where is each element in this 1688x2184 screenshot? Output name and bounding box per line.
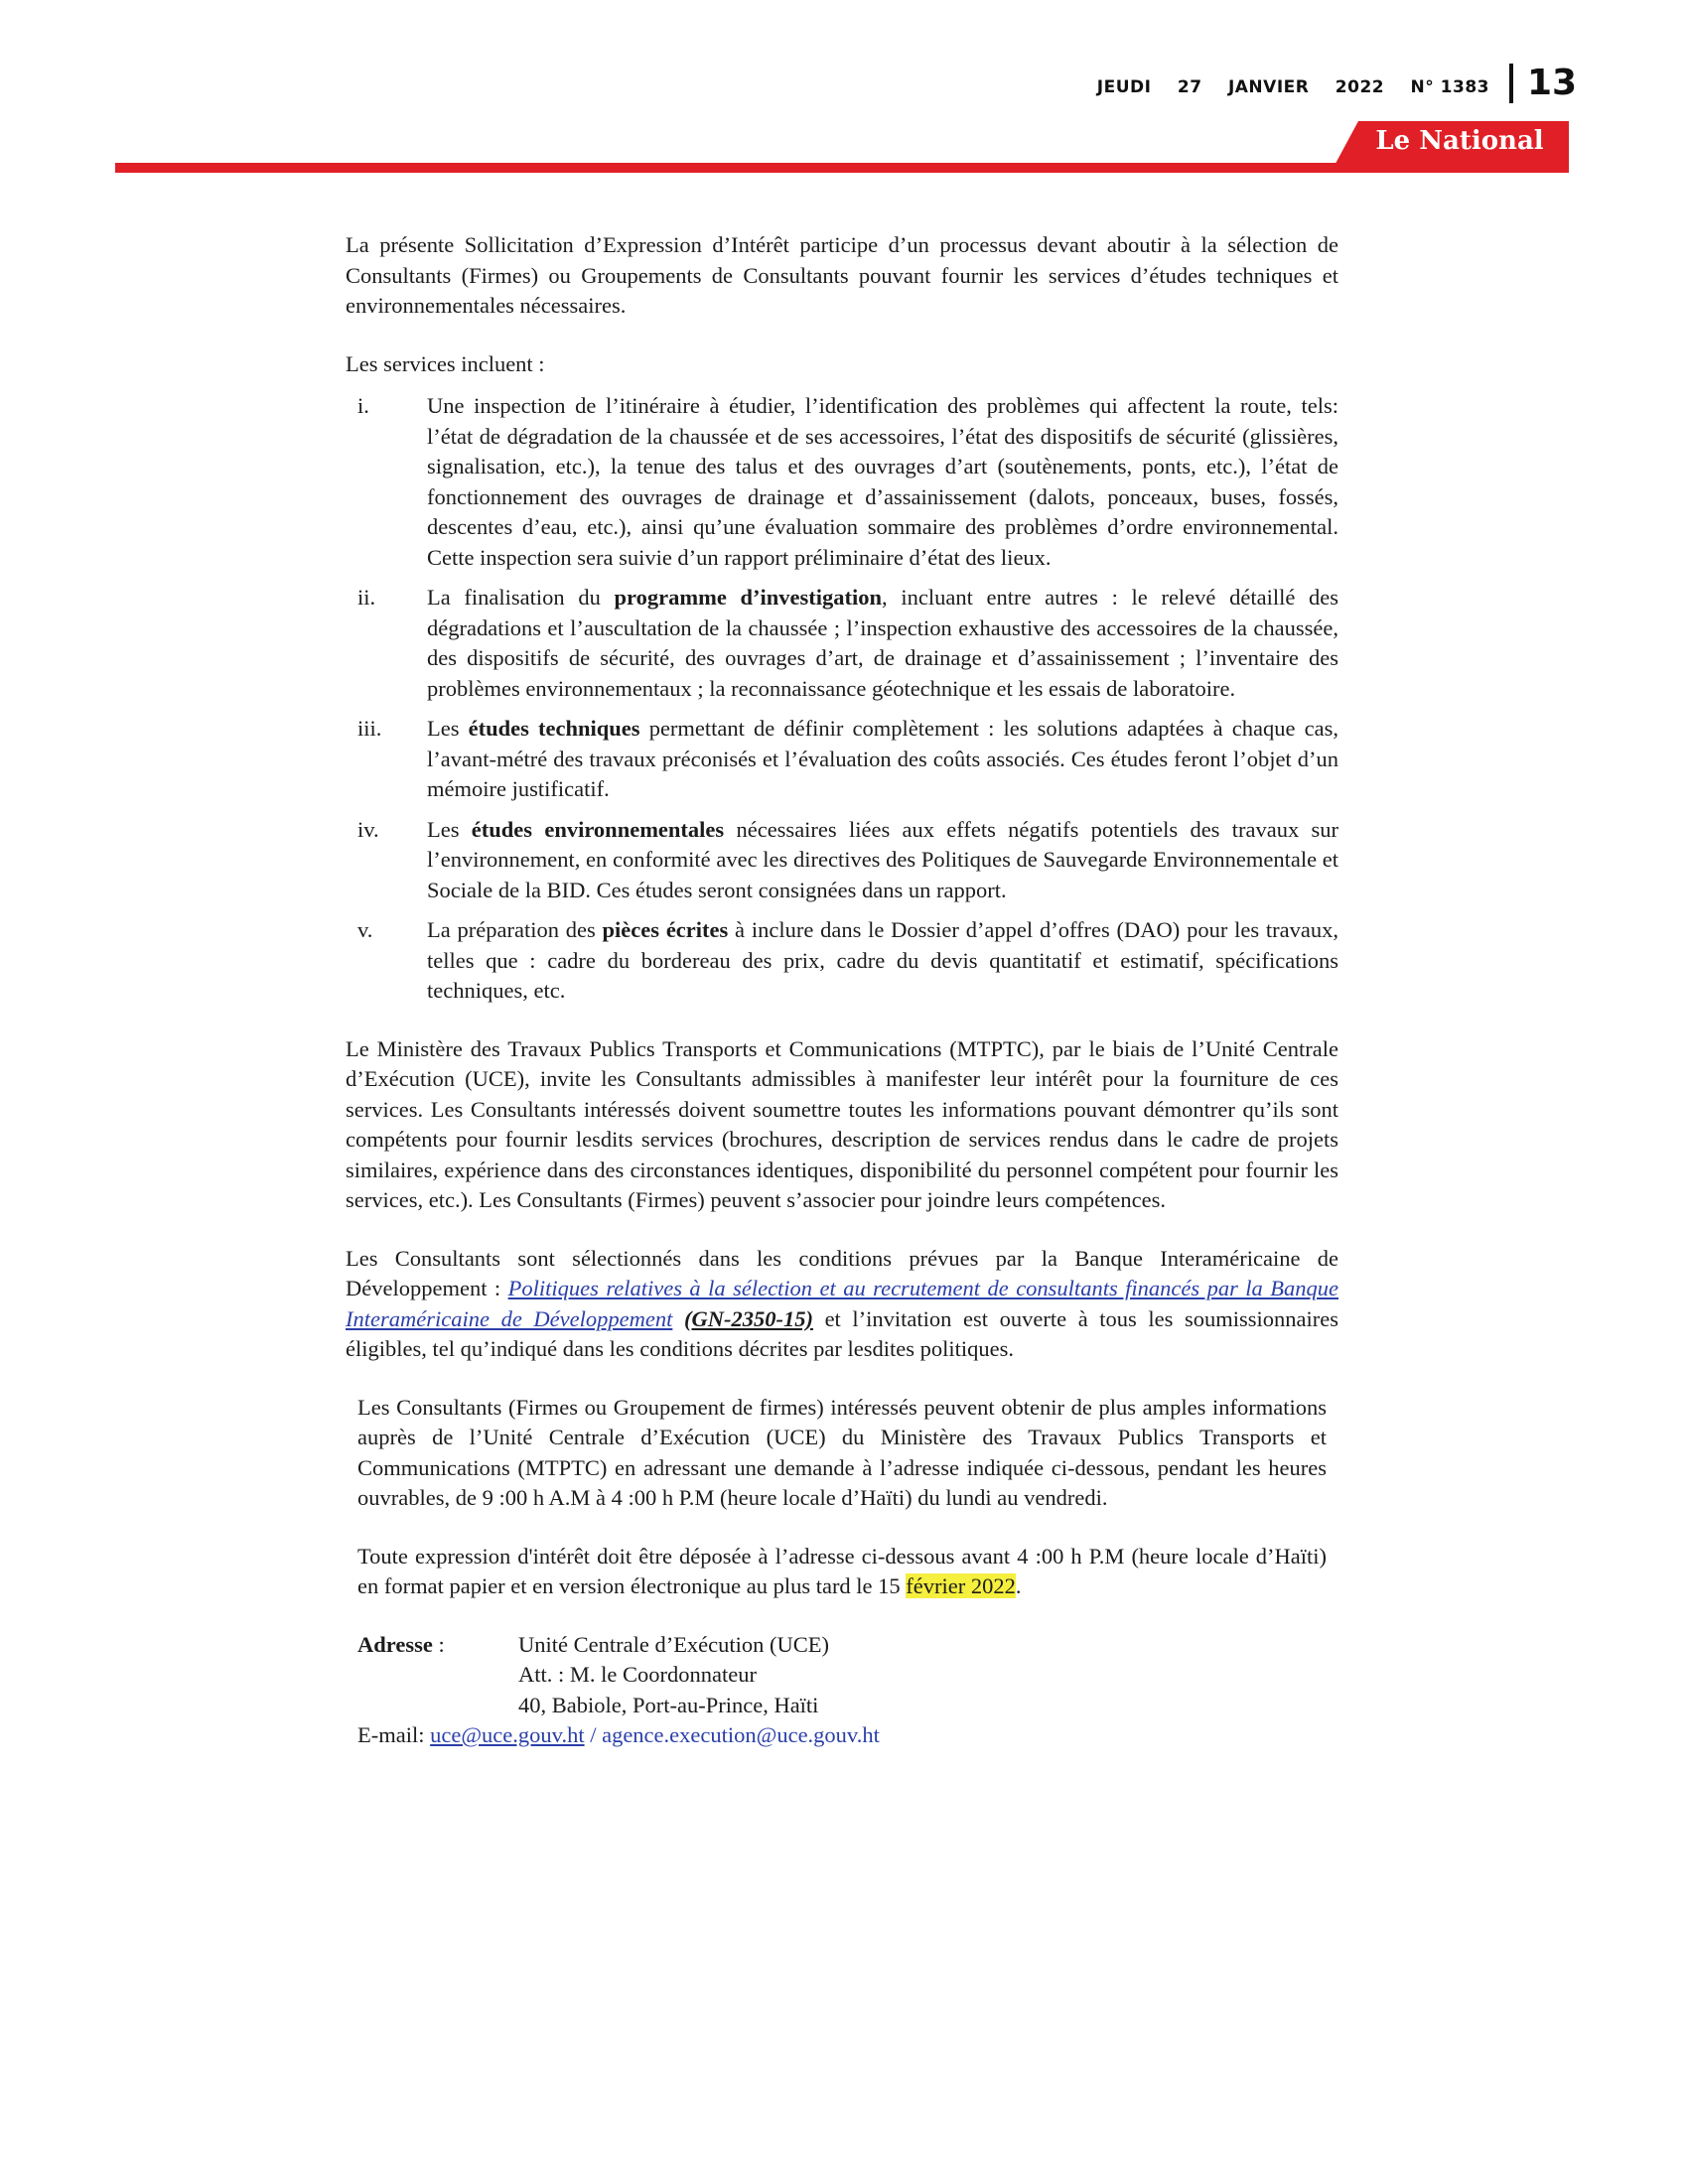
- policy-link[interactable]: Politiques relatives à la sélection et au recrutement de consultants financés par la Banque Interaméricaine de Développement: [346, 1276, 1338, 1331]
- service-text: Une inspection de l’itinéraire à étudier, l’identification des problèmes qui affectent la route, tels: l’état de dégradation de la chaussée et de ses accessoires, l’état des dispositifs de sécurité (glissières, signalisation, etc.), la tenue des talus et des ouvrages d’art (soutènements, ponts, etc.), l’état de fonctionnement des ouvrages de drainage et d’assainissement (dalots, ponceaux, buses, fossés, descentes d’eau, etc.), ainsi qu’une évaluation sommaire des problèmes d’ordre environnemental. Cette inspection sera suivie d’un rapport préliminaire d’état des lieux.: [427, 393, 1338, 570]
- service-text: Les: [427, 816, 472, 842]
- policy-reference: (GN-2350-15): [683, 1305, 813, 1331]
- list-item: [346, 391, 1338, 573]
- issue-year: 2022: [1335, 77, 1385, 97]
- email-secondary: / agence.execution@uce.gouv.ht: [584, 1722, 880, 1747]
- list-item: [346, 815, 1338, 906]
- service-text: Les: [427, 716, 469, 741]
- deadline-text: .: [1015, 1573, 1022, 1598]
- list-numeral: iii.: [357, 716, 382, 741]
- selection-paragraph: [346, 1244, 1338, 1365]
- services-heading: Les services incluent :: [346, 350, 545, 376]
- list-item: [346, 714, 1338, 805]
- list-numeral: iv.: [357, 816, 379, 842]
- address-line: Att. : M. le Coordonnateur: [518, 1662, 757, 1687]
- service-bold: programme d’investigation: [614, 585, 883, 610]
- deadline-paragraph: [346, 1542, 1338, 1602]
- service-text: La préparation des: [427, 917, 603, 942]
- issue-dateline: [993, 77, 1489, 97]
- service-bold: pièces écrites: [602, 917, 729, 942]
- selection-text: Les Consultants sont sélectionnés dans les conditions prévues par la Banque Interaméricaine de Développement :: [346, 1245, 1338, 1300]
- address-lines: [518, 1630, 1338, 1721]
- address-line: 40, Babiole, Port-au-Prince, Haïti: [518, 1692, 819, 1717]
- address-block: [346, 1630, 1338, 1721]
- list-item: [346, 583, 1338, 704]
- email-line: [346, 1720, 1338, 1751]
- list-item: [346, 915, 1338, 1007]
- information-paragraph: Les Consultants (Firmes ou Groupement de firmes) intéressés peuvent obtenir de plus amples informations auprès de l’Unité Centrale d’Exécution (UCE) du Ministère des Travaux Publics Transports et Communications (MTPTC) en adressant une demande à l’adresse indiquée ci-dessous, pendant les heures ouvrables, de 9 :00 h A.M à 4 :00 h P.M (heure locale d’Haïti) du lundi au vendredi.: [357, 1394, 1327, 1510]
- service-bold: études environnementales: [471, 816, 725, 842]
- issue-date: 27: [1177, 77, 1202, 97]
- services-list: [346, 391, 1338, 1007]
- article-body: [346, 230, 1338, 1751]
- service-bold: études techniques: [468, 716, 640, 741]
- deadline-date-highlight: février 2022: [906, 1573, 1016, 1598]
- service-text: , incluant entre autres : le relevé détaillé des dégradations et l’auscultation de la chaussée ; l’inspection exhaustive des accessoires de la chaussée, des dispositifs de sécurité, des ouvrages d’art, de drainage et d’assainissement ; l’inventaire des problèmes environnementaux ; la reconnaissance géotechnique et les essais de laboratoire.: [427, 585, 1338, 701]
- selection-text: et l’invitation est ouverte à tous les soumissionnaires éligibles, tel qu’indiqué dans les conditions décrites par lesdites politiques.: [346, 1305, 1339, 1361]
- address-label: Adresse: [357, 1631, 433, 1657]
- email-link[interactable]: uce@uce.gouv.ht: [430, 1722, 585, 1747]
- deadline-text: Toute expression d'intérêt doit être déposée à l’adresse ci-dessous avant 4 :00 h P.M (heure locale d’Haïti) en format papier et en version électronique au plus tard le 15: [357, 1543, 1327, 1598]
- address-line: Unité Centrale d’Exécution (UCE): [518, 1631, 830, 1657]
- ministry-paragraph: Le Ministère des Travaux Publics Transports et Communications (MTPTC), par le biais de l’Unité Centrale d’Exécution (UCE), invite les Consultants admissibles à manifester leur intérêt pour la fourniture de ces services. Les Consultants intéressés doivent soumettre toutes les informations pouvant démontrer qu’ils sont compétents pour fournir lesdits services (brochures, description de services rendus dans le cadre de projets similaires, expérience dans des circonstances identiques, disponibilité du personnel compétent pour fournir les services, etc.). Les Consultants (Firmes) peuvent s’associer pour joindre leurs compétences.: [346, 1035, 1338, 1212]
- service-text: à inclure dans le Dossier d’appel d’offres (DAO) pour les travaux, telles que : cadre du bordereau des prix, cadre du devis quantitatif et estimatif, spécifications techniques, etc.: [427, 917, 1338, 1003]
- list-numeral: ii.: [357, 585, 376, 610]
- intro-paragraph: La présente Sollicitation d’Expression d’Intérêt participe d’un processus devant aboutir à la sélection de Consultants (Firmes) ou Groupements de Consultants pouvant fournir les services d’études techniques et environnementales nécessaires.: [346, 232, 1338, 318]
- list-numeral: i.: [357, 393, 369, 418]
- service-text: nécessaires liées aux effets négatifs potentiels des travaux sur l’environnement, en conformité avec les directives des Politiques de Sauvegarde Environnementale et Sociale de la BID. Ces études seront consignées dans un rapport.: [427, 816, 1338, 902]
- issue-number: N° 1383: [1410, 77, 1489, 97]
- list-numeral: v.: [357, 917, 373, 942]
- service-text: permettant de définir complètement : les solutions adaptées à chaque cas, l’avant-métré des travaux préconisés et l’évaluation des coûts associés. Ces études feront l’objet d’un mémoire justificatif.: [427, 716, 1338, 801]
- address-label-colon: :: [432, 1631, 445, 1657]
- service-text: La finalisation du: [427, 585, 615, 610]
- page-number: 13: [1509, 64, 1577, 103]
- issue-month: JANVIER: [1227, 77, 1310, 97]
- address-label-cell: [357, 1630, 518, 1721]
- newspaper-name: Le National: [1375, 126, 1544, 156]
- issue-day: JEUDI: [1096, 77, 1152, 97]
- email-label: E-mail:: [357, 1722, 431, 1747]
